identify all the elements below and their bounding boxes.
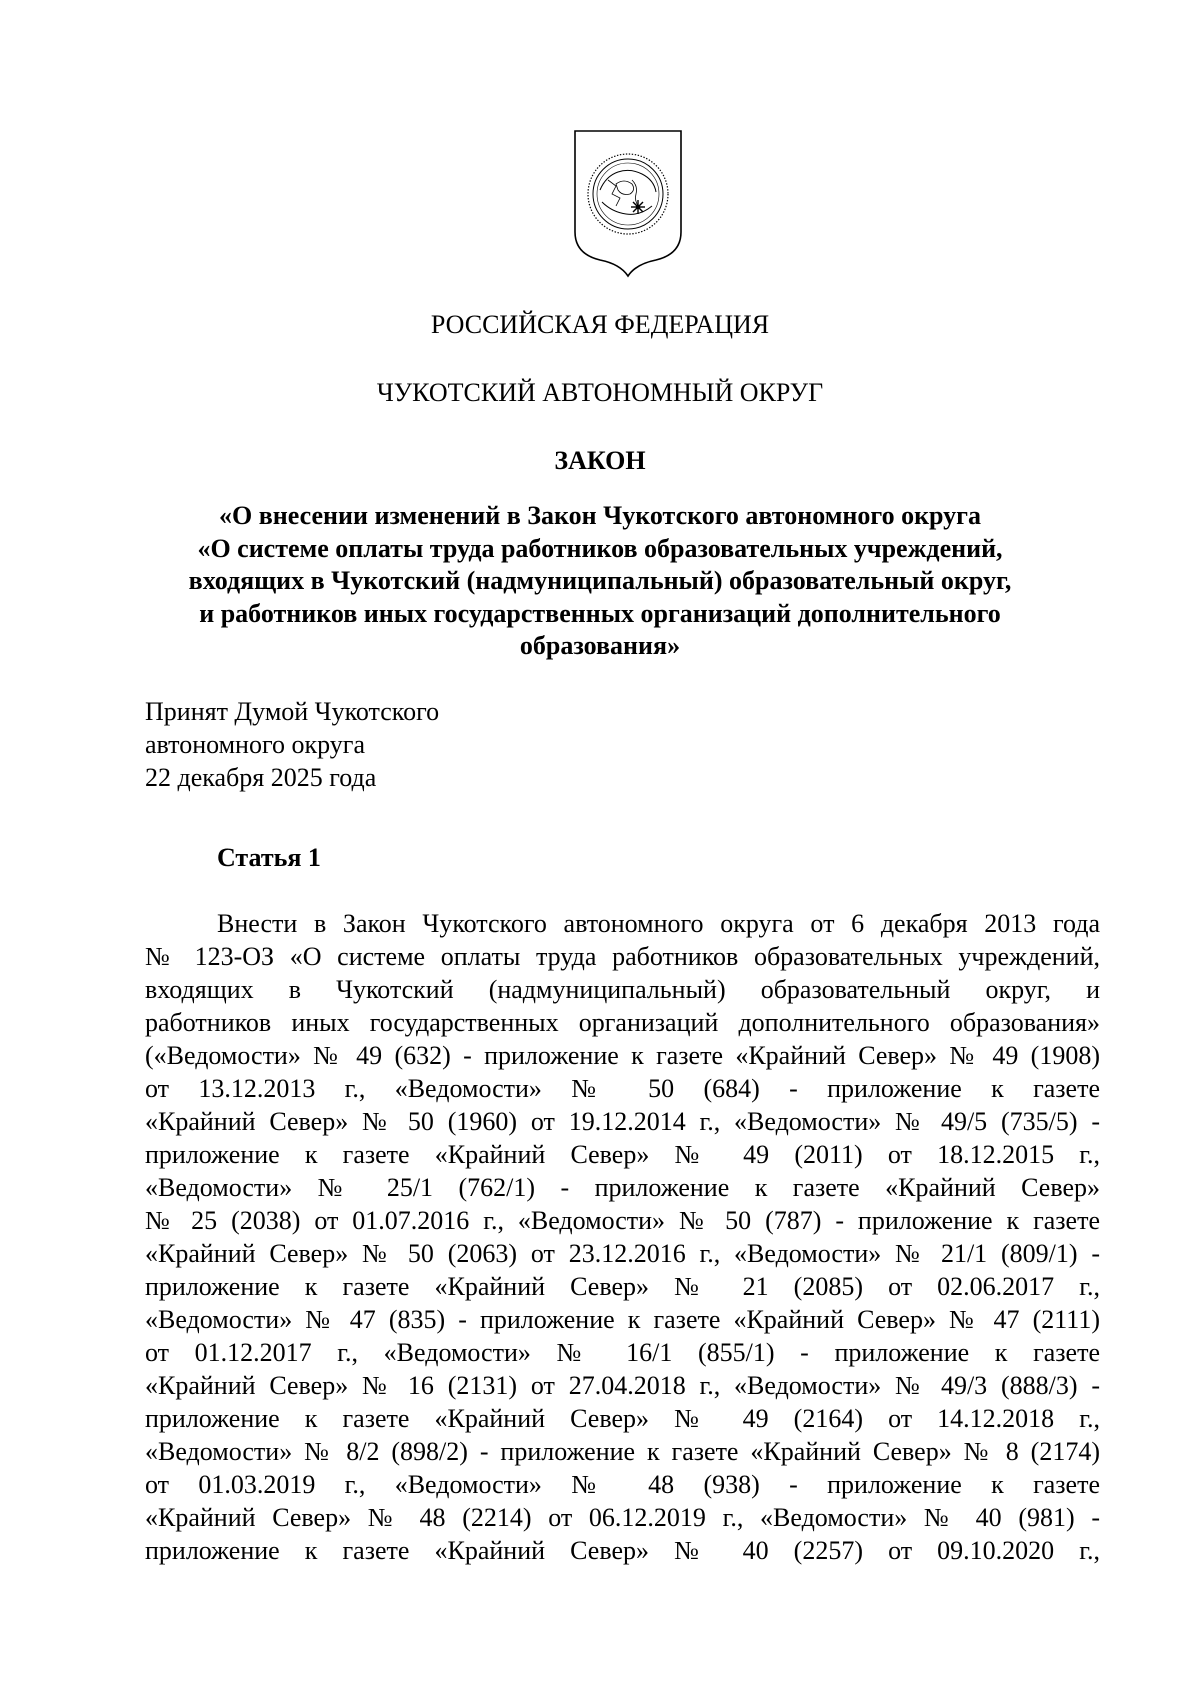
article-text-line: «Ведомости» № 25/1 (762/1) - приложение к газете «Крайний Север» — [145, 1173, 1100, 1202]
article-text-line: от 01.12.2017 г., «Ведомости» № 16/1 (855/1) - приложение к газете — [145, 1338, 1100, 1367]
article-text-line: «Крайний Север» № 50 (2063) от 23.12.2016 г., «Ведомости» № 21/1 (809/1) - — [145, 1239, 1100, 1268]
article-text-line: («Ведомости» № 49 (632) - приложение к газете «Крайний Север» № 49 (1908) — [145, 1041, 1100, 1070]
country-heading: РОССИЙСКАЯ ФЕДЕРАЦИЯ — [430, 310, 770, 339]
law-title-line: и работников иных государственных организаций дополнительного — [199, 598, 1001, 628]
law-title — [140, 500, 1060, 663]
coat-of-arms-icon — [572, 128, 684, 278]
law-title-line: «О системе оплаты труда работников образовательных учреждений, — [197, 533, 1003, 563]
article-text-line: приложение к газете «Крайний Север» № 21 (2085) от 02.06.2017 г., — [145, 1272, 1100, 1301]
law-title-line: входящих в Чукотский (надмуниципальный) образовательный округ, — [188, 566, 1012, 595]
article-text-line: от 13.12.2013 г., «Ведомости» № 50 (684) - приложение к газете — [145, 1074, 1100, 1103]
article-text-line: от 01.03.2019 г., «Ведомости» № 48 (938) - приложение к газете — [145, 1470, 1100, 1499]
article-text-line: № 123-ОЗ «О системе оплаты труда работников образовательных учреждений, — [145, 942, 1100, 971]
article-heading: Статья 1 — [217, 843, 321, 872]
law-title-line: образования» — [519, 631, 681, 660]
article-text-line: «Ведомости» № 47 (835) - приложение к газете «Крайний Север» № 47 (2111) — [145, 1305, 1100, 1334]
adoption-note-line: автономного округа — [145, 730, 365, 759]
article-text-line: приложение к газете «Крайний Север» № 40 (2257) от 09.10.2020 г., — [145, 1536, 1100, 1565]
region-heading: ЧУКОТСКИЙ АВТОНОМНЫЙ ОКРУГ — [376, 378, 824, 407]
article-text-line: № 25 (2038) от 01.07.2016 г., «Ведомости» № 50 (787) - приложение к газете — [145, 1206, 1100, 1235]
article-body — [145, 907, 1100, 1567]
article-text-line: приложение к газете «Крайний Север» № 49 (2011) от 18.12.2015 г., — [145, 1140, 1100, 1169]
adoption-date: 22 декабря 2025 года — [145, 763, 377, 792]
article-text-line: «Крайний Север» № 16 (2131) от 27.04.2018 г., «Ведомости» № 49/3 (888/3) - — [145, 1371, 1100, 1400]
article-text-line: «Крайний Север» № 48 (2214) от 06.12.2019 г., «Ведомости» № 40 (981) - — [145, 1503, 1100, 1532]
adoption-note-line: Принят Думой Чукотского — [145, 697, 440, 726]
document-type-heading: ЗАКОН — [554, 446, 646, 475]
article-text-line: приложение к газете «Крайний Север» № 49 (2164) от 14.12.2018 г., — [145, 1404, 1100, 1433]
article-text-line: входящих в Чукотский (надмуниципальный) образовательный округ, и — [145, 975, 1100, 1004]
article-text-line: «Крайний Север» № 50 (1960) от 19.12.2014 г., «Ведомости» № 49/5 (735/5) - — [145, 1107, 1100, 1136]
article-text-line: Внести в Закон Чукотского автономного округа от 6 декабря 2013 года — [217, 909, 1100, 938]
article-text-line: работников иных государственных организаций дополнительного образования» — [145, 1008, 1100, 1037]
law-title-line: «О внесении изменений в Закон Чукотского автономного округа — [219, 501, 981, 530]
adoption-note — [145, 695, 439, 794]
article-text-line: «Ведомости» № 8/2 (898/2) - приложение к газете «Крайний Север» № 8 (2174) — [145, 1437, 1100, 1466]
